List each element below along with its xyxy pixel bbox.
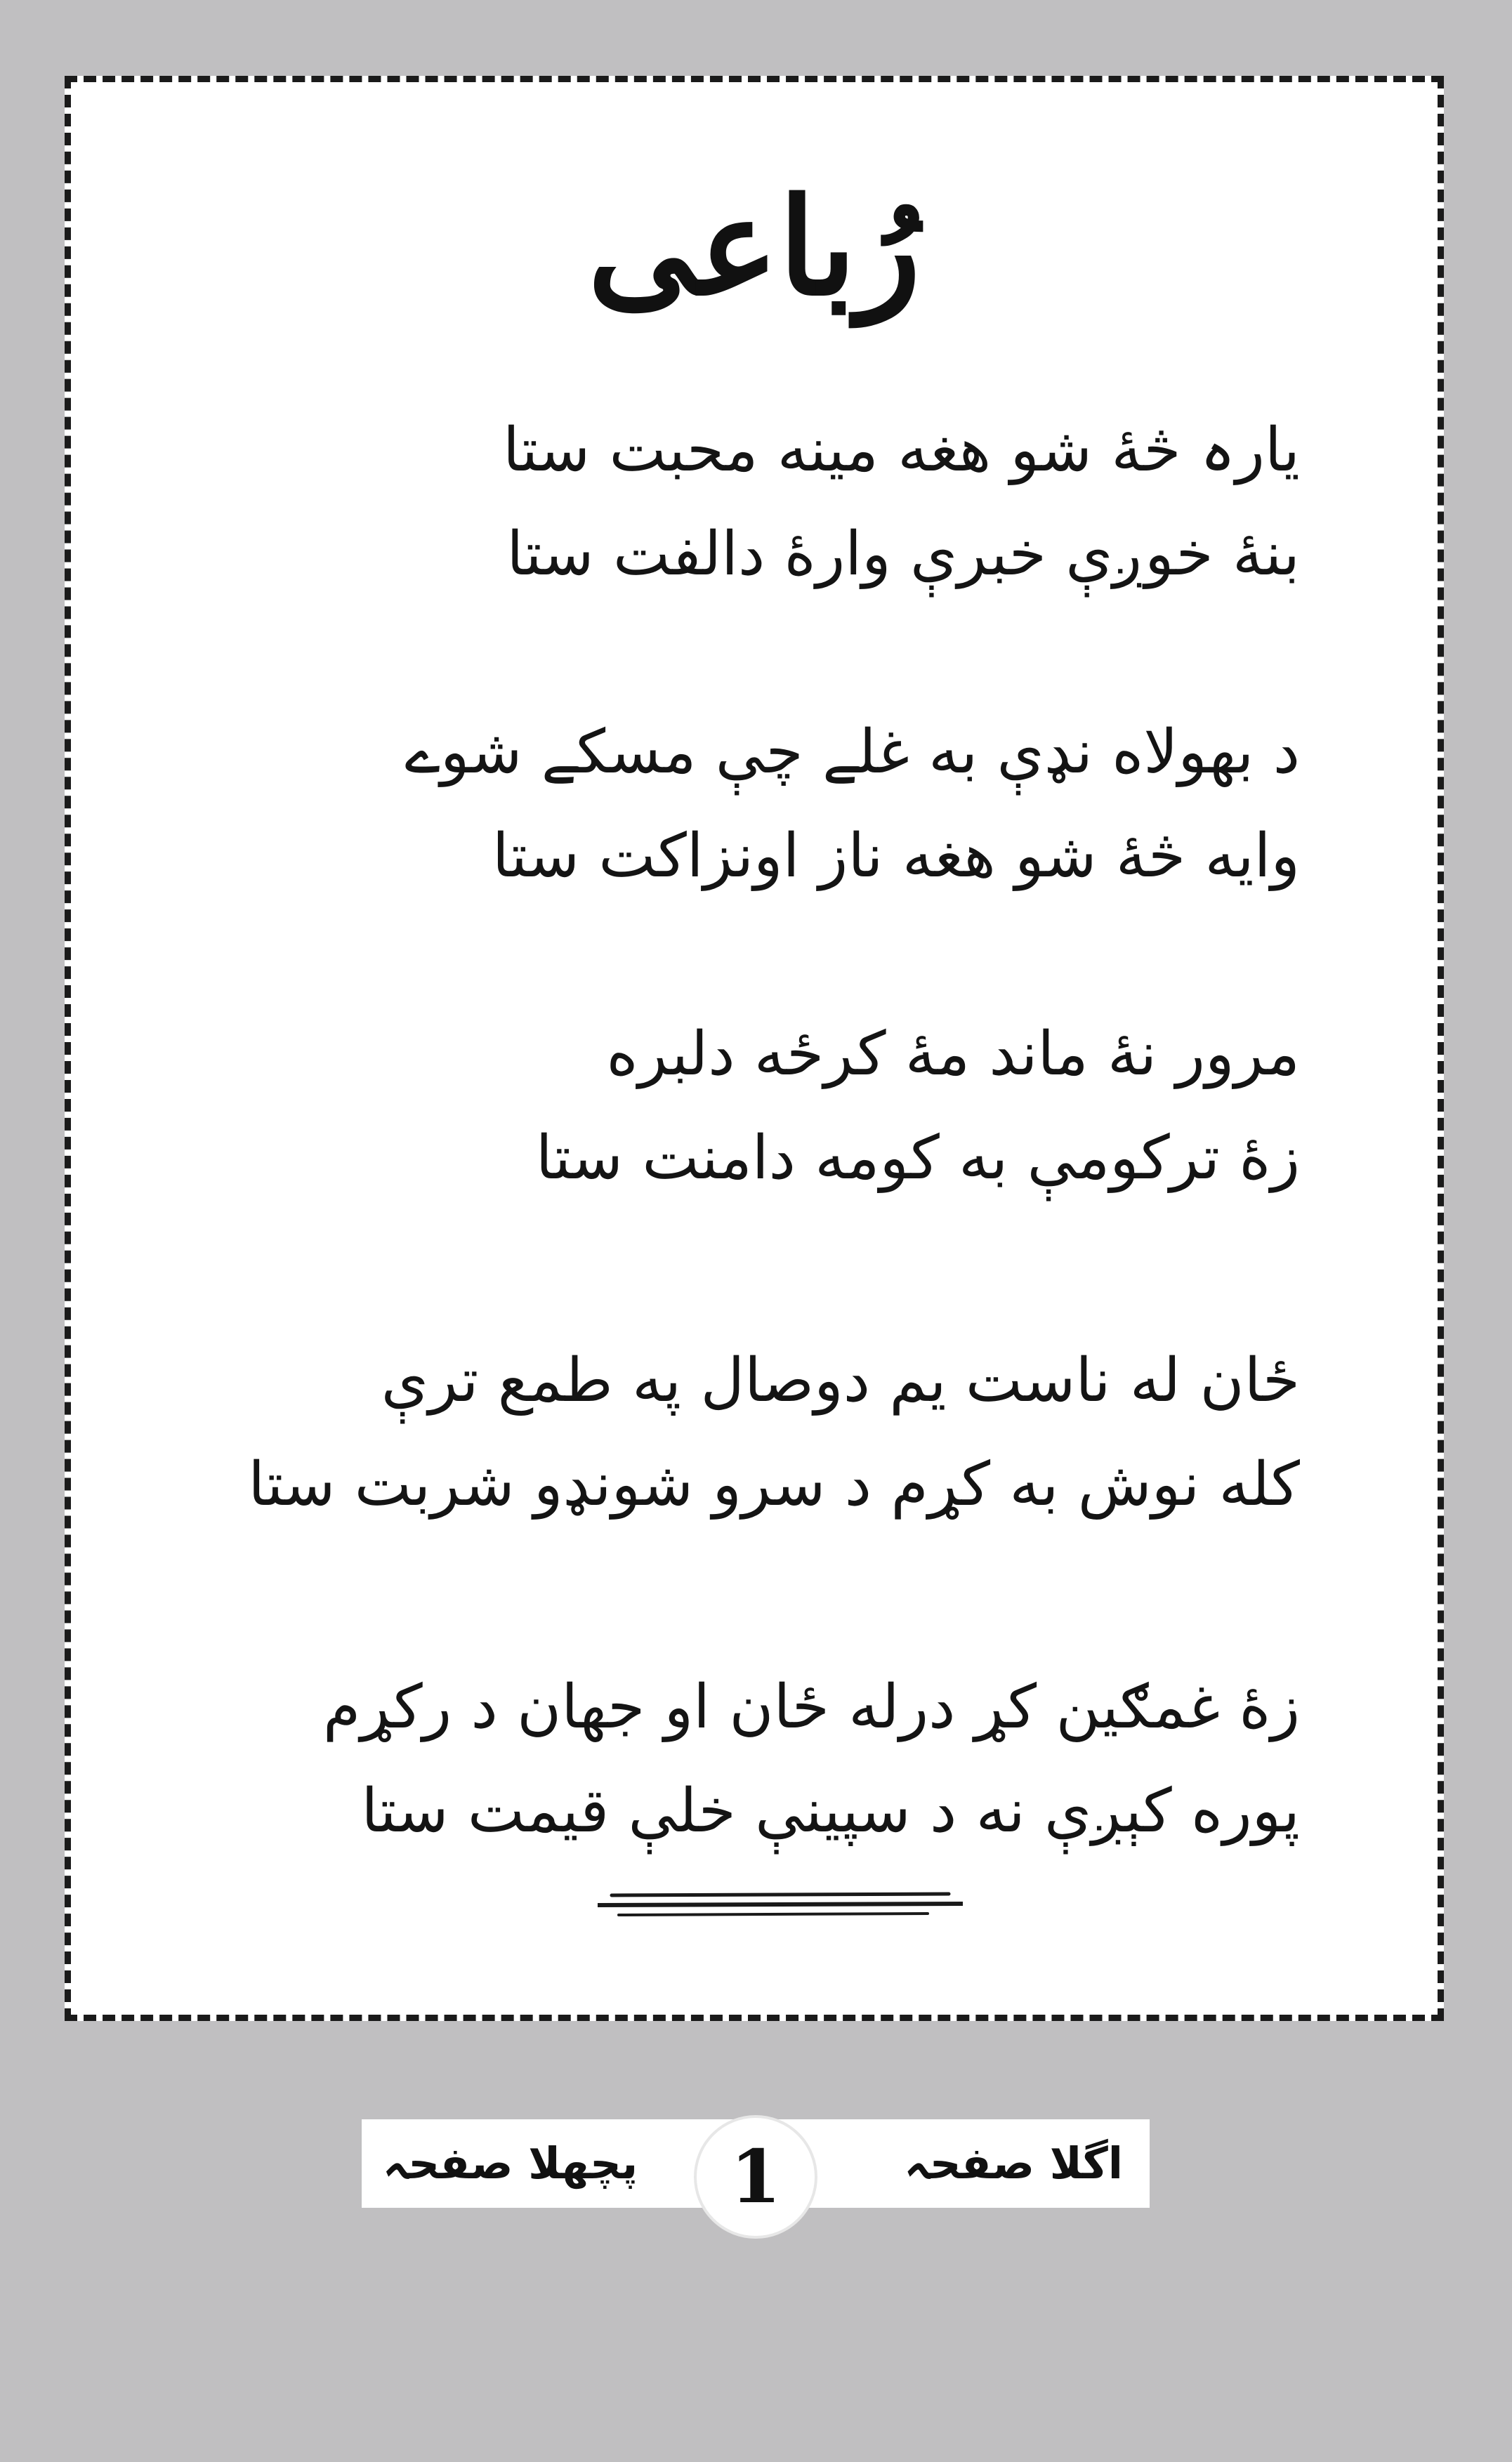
closing-ornament xyxy=(598,1887,963,1922)
verse-line: یارہ څۀ شو هغه مینه محبت ستا xyxy=(502,415,1300,485)
verse-line: د بهولاه نډې به غلے چې مسکے شوے xyxy=(405,717,1300,787)
verse-line: کله نوش به کړم د سرو شونډو شربت ستا xyxy=(248,1449,1300,1520)
stanza-1 xyxy=(246,398,1300,606)
page-number-badge: 1 xyxy=(694,2115,817,2239)
stanza-2 xyxy=(246,700,1300,908)
next-page-link[interactable]: اگلا صفحہ xyxy=(904,2138,1123,2189)
page-navigation xyxy=(362,2119,1150,2220)
stanza-3 xyxy=(246,1002,1300,1210)
poem-page xyxy=(65,76,1444,2021)
stanza-5 xyxy=(246,1655,1300,1863)
verse-line: زۀ غمګین کړ درله ځان او جهان د رکړم xyxy=(323,1672,1300,1742)
verse-line: ځان له ناست یم دوصال په طمع ترې xyxy=(381,1345,1300,1416)
verse-line: پوره کېږې نه د سپینې خلې قیمت ستا xyxy=(361,1776,1300,1846)
stanza-4 xyxy=(246,1329,1300,1536)
poem-title: رُباعی xyxy=(587,169,921,325)
previous-page-link[interactable]: پچھلا صفحہ xyxy=(383,2138,638,2189)
verse-line: وایه څۀ شو هغه ناز اونزاکت ستا xyxy=(492,821,1300,891)
verse-line: مرور نۀ ماند مۀ کرځه دلبره xyxy=(606,1019,1300,1089)
verse-line: بنۀ خوږې خبرې وارۀ دالفت ستا xyxy=(506,519,1300,589)
verse-line: زۀ ترکومې به کومه دامنت ستا xyxy=(535,1123,1300,1193)
